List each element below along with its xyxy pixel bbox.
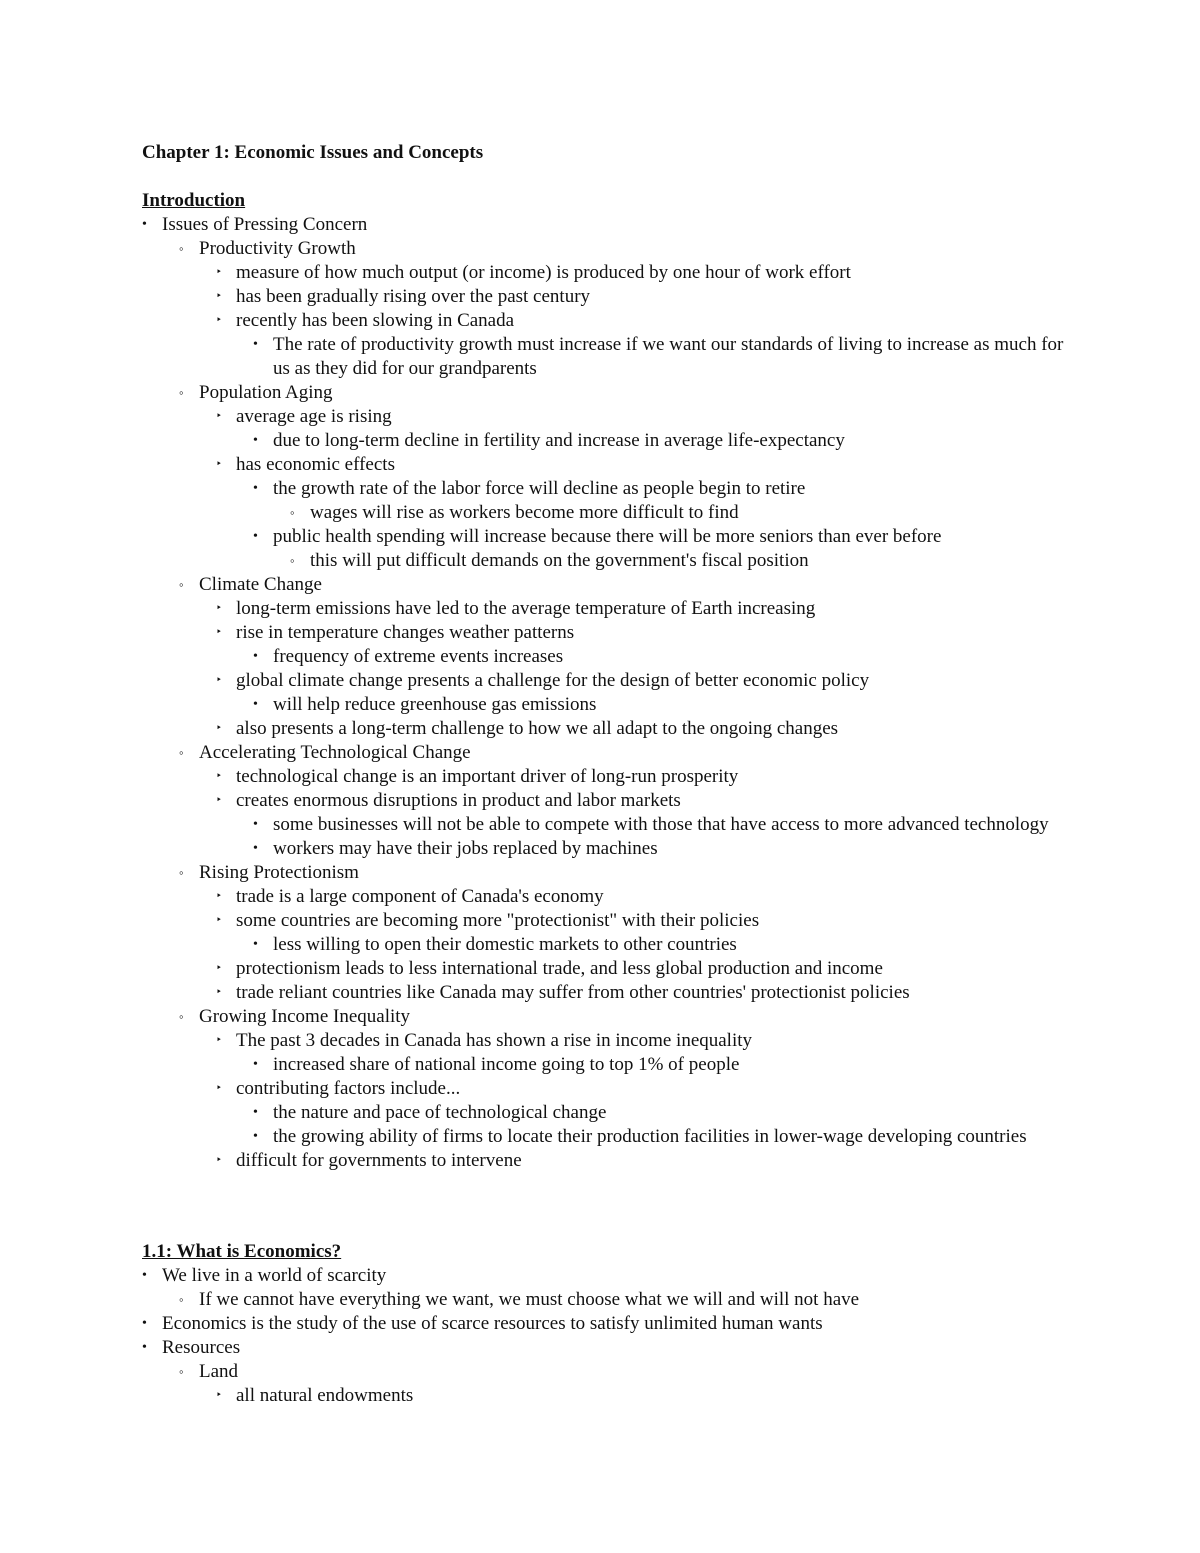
list-item-text: Climate Change [199,574,322,595]
circle-bullet-icon: ◦ [179,1009,184,1024]
triangle-bullet-icon: ‣ [216,1035,222,1046]
triangle-bullet-icon: ‣ [216,795,222,806]
bullet-outline [0,1264,1200,1408]
circle-bullet-icon: ◦ [179,1364,184,1379]
list-item [0,1125,1200,1149]
list-item [0,261,1200,285]
triangle-bullet-icon: ‣ [216,291,222,302]
list-item-text: average age is rising [236,406,392,427]
list-item [0,1149,1200,1173]
triangle-bullet-icon: ‣ [216,771,222,782]
list-item-text: has been gradually rising over the past century [236,286,591,307]
list-item [0,837,1200,861]
list-item [0,789,1200,813]
list-item [0,429,1200,453]
disc-bullet-icon: • [253,937,258,952]
list-item [0,1101,1200,1125]
list-item [0,213,1200,237]
list-item-text: difficult for governments to intervene [236,1150,522,1171]
list-item [0,669,1200,693]
list-item-text: the growing ability of firms to locate their production facilities in lower-wage developing countries [273,1126,1027,1147]
list-item-text: Rising Protectionism [199,862,359,883]
list-item [0,573,1200,597]
disc-bullet-icon: • [142,1268,147,1283]
triangle-bullet-icon: ‣ [216,315,222,326]
triangle-bullet-icon: ‣ [216,1083,222,1094]
list-item-text: trade reliant countries like Canada may suffer from other countries' protectionist policies [236,982,910,1003]
list-item-text: Land [199,1361,239,1382]
triangle-bullet-icon: ‣ [216,627,222,638]
list-item [0,405,1200,429]
list-item-text: the growth rate of the labor force will decline as people begin to retire [273,478,806,499]
list-item [0,501,1200,525]
list-item [0,525,1200,549]
triangle-bullet-icon: ‣ [216,987,222,998]
list-item [0,981,1200,1005]
disc-bullet-icon: • [142,1340,147,1355]
list-item-text: some businesses will not be able to compete with those that have access to more advanced technology [273,814,1049,835]
list-item-text: creates enormous disruptions in product and labor markets [236,790,681,811]
triangle-bullet-icon: ‣ [216,1155,222,1166]
list-item-text: rise in temperature changes weather patterns [236,622,575,643]
triangle-bullet-icon: ‣ [216,675,222,686]
list-item [0,645,1200,669]
disc-bullet-icon: • [253,433,258,448]
list-item [0,1384,1200,1408]
list-item [0,1053,1200,1077]
list-item [0,1077,1200,1101]
list-item-text: wages will rise as workers become more difficult to find [310,502,739,523]
disc-bullet-icon: • [142,217,147,232]
disc-bullet-icon: • [253,817,258,832]
list-item [0,813,1200,837]
list-item-text: increased share of national income going to top 1% of people [273,1054,740,1075]
triangle-bullet-icon: ‣ [216,915,222,926]
circle-bullet-icon: ◦ [290,505,295,520]
section-heading: 1.1: What is Economics? [142,1241,342,1262]
list-item [0,1336,1200,1360]
triangle-bullet-icon: ‣ [216,1390,222,1401]
disc-bullet-icon: • [253,481,258,496]
list-item [0,453,1200,477]
list-item-text: Productivity Growth [199,238,356,259]
list-item [0,1312,1200,1336]
disc-bullet-icon: • [253,649,258,664]
triangle-bullet-icon: ‣ [216,267,222,278]
disc-bullet-icon: • [253,841,258,856]
list-item [0,285,1200,309]
list-item-text: will help reduce greenhouse gas emissions [273,694,597,715]
list-item-text: some countries are becoming more "protectionist" with their policies [236,910,760,931]
list-item-text: the nature and pace of technological change [273,1102,607,1123]
list-item-text: The rate of productivity growth must increase if we want our standards of living to increase as much for us as they did for our grandparents [273,334,1064,379]
list-item [0,333,1200,381]
list-item [0,1029,1200,1053]
disc-bullet-icon: • [253,697,258,712]
list-item [0,1005,1200,1029]
circle-bullet-icon: ◦ [179,577,184,592]
disc-bullet-icon: • [253,1105,258,1120]
list-item-text: contributing factors include... [236,1078,461,1099]
list-item-text: The past 3 decades in Canada has shown a rise in income inequality [236,1030,753,1051]
disc-bullet-icon: • [253,1129,258,1144]
list-item [0,717,1200,741]
list-item-text: global climate change presents a challenge for the design of better economic policy [236,670,870,691]
triangle-bullet-icon: ‣ [216,603,222,614]
circle-bullet-icon: ◦ [290,553,295,568]
list-item [0,861,1200,885]
list-item-text: Issues of Pressing Concern [162,214,368,235]
list-item [0,381,1200,405]
list-item-text: due to long-term decline in fertility and increase in average life-expectancy [273,430,845,451]
list-item-text: protectionism leads to less international trade, and less global production and income [236,958,883,979]
list-item-text: public health spending will increase because there will be more seniors than ever before [273,526,942,547]
circle-bullet-icon: ◦ [179,745,184,760]
list-item-text: trade is a large component of Canada's economy [236,886,604,907]
circle-bullet-icon: ◦ [179,865,184,880]
list-item [0,957,1200,981]
list-item [0,933,1200,957]
list-item [0,549,1200,573]
circle-bullet-icon: ◦ [179,1292,184,1307]
list-item [0,1264,1200,1288]
list-item-text: long-term emissions have led to the average temperature of Earth increasing [236,598,816,619]
list-item [0,597,1200,621]
disc-bullet-icon: • [142,1316,147,1331]
triangle-bullet-icon: ‣ [216,963,222,974]
list-item-text: Resources [162,1337,241,1358]
circle-bullet-icon: ◦ [179,241,184,256]
triangle-bullet-icon: ‣ [216,891,222,902]
list-item [0,237,1200,261]
list-item-text: less willing to open their domestic markets to other countries [273,934,737,955]
list-item-text: If we cannot have everything we want, we must choose what we will and will not have [199,1289,860,1310]
list-item-text: frequency of extreme events increases [273,646,564,667]
list-item [0,741,1200,765]
bullet-outline [0,213,1200,1173]
list-item [0,477,1200,501]
triangle-bullet-icon: ‣ [216,723,222,734]
list-item [0,765,1200,789]
list-item-text: Accelerating Technological Change [199,742,471,763]
list-item-text: Population Aging [199,382,333,403]
triangle-bullet-icon: ‣ [216,459,222,470]
list-item-text: has economic effects [236,454,395,475]
disc-bullet-icon: • [253,1057,258,1072]
triangle-bullet-icon: ‣ [216,411,222,422]
list-item-text: Growing Income Inequality [199,1006,411,1027]
list-item-text: workers may have their jobs replaced by machines [273,838,658,859]
list-item [0,309,1200,333]
section-heading: Introduction [142,190,246,211]
list-item-text: technological change is an important driver of long-run prosperity [236,766,739,787]
list-item-text: recently has been slowing in Canada [236,310,515,331]
list-item [0,693,1200,717]
list-item-text: also presents a long-term challenge to how we all adapt to the ongoing changes [236,718,839,739]
list-item [0,1360,1200,1384]
list-item [0,885,1200,909]
disc-bullet-icon: • [253,337,258,352]
list-item-text: measure of how much output (or income) is produced by one hour of work effort [236,262,851,283]
circle-bullet-icon: ◦ [179,385,184,400]
list-item-text: We live in a world of scarcity [162,1265,387,1286]
document-title: Chapter 1: Economic Issues and Concepts [142,142,484,163]
disc-bullet-icon: • [253,529,258,544]
list-item [0,621,1200,645]
list-item-text: all natural endowments [236,1385,414,1406]
list-item-text: Economics is the study of the use of scarce resources to satisfy unlimited human wants [162,1313,823,1334]
list-item-text: this will put difficult demands on the government's fiscal position [310,550,809,571]
list-item [0,1288,1200,1312]
list-item [0,909,1200,933]
